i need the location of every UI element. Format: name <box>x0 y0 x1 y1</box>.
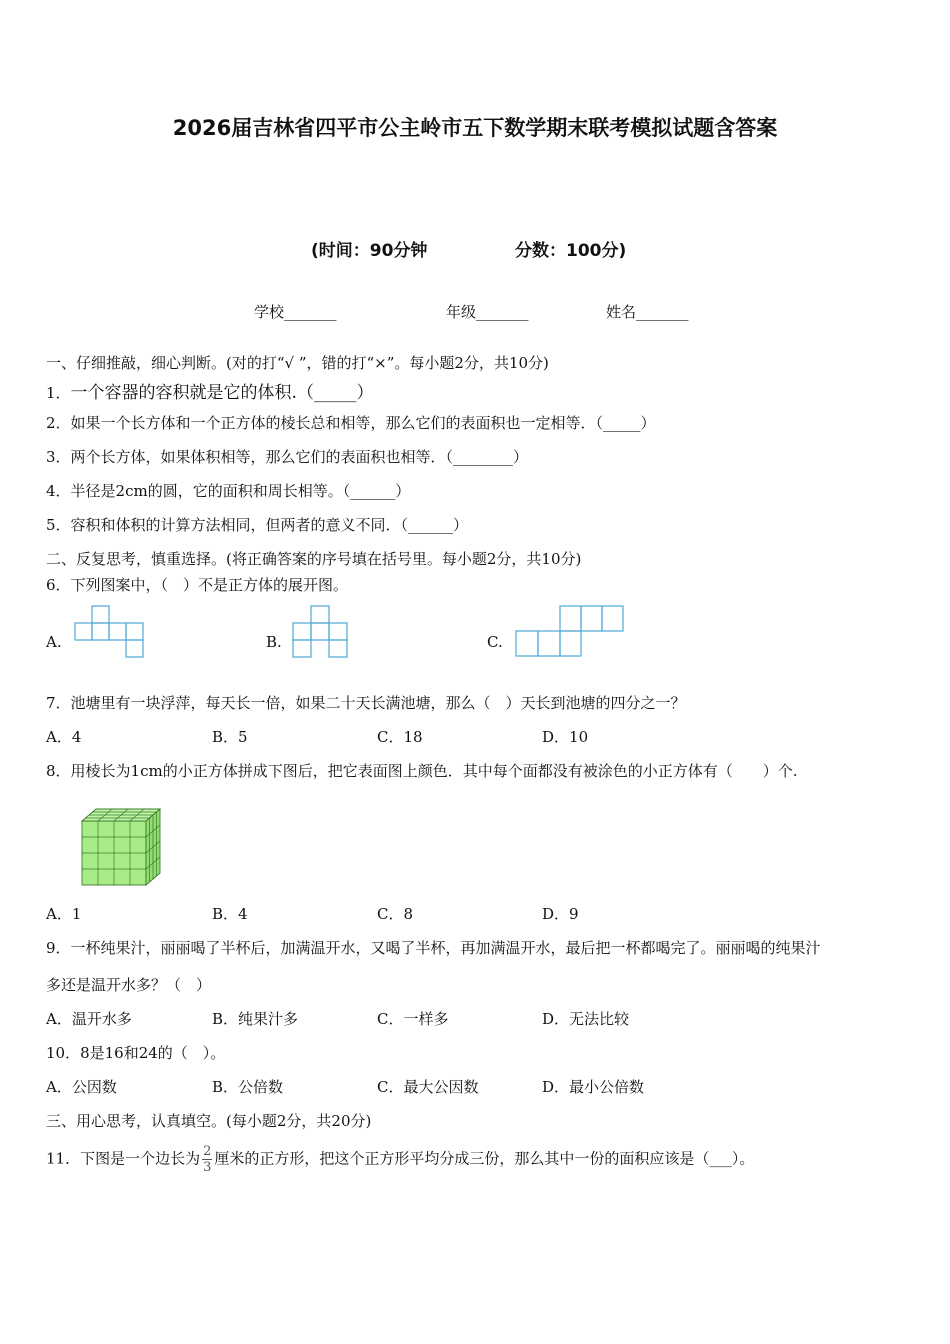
q11-fraction <box>202 1144 212 1175</box>
q8-number: 8． <box>46 762 71 780</box>
q9-option-d: D．无法比较 <box>542 1010 630 1028</box>
q8-option-a: A．1 <box>46 905 82 923</box>
q3 <box>46 446 528 467</box>
q3-number: 3． <box>46 448 71 466</box>
school-field: 学校_______ <box>254 303 337 321</box>
q6 <box>46 574 348 595</box>
q10-option-b: B．公倍数 <box>212 1078 284 1096</box>
grade-field: 年级_______ <box>446 303 529 321</box>
q6-number: 6． <box>46 576 71 594</box>
q8-option-d: D．9 <box>542 905 579 923</box>
q6-net-c <box>515 605 627 659</box>
q7 <box>46 692 686 713</box>
q7-option-a: A．4 <box>46 728 82 746</box>
q3-text: 两个长方体，如果体积相等，那么它们的表面积也相等．（________） <box>70 448 529 466</box>
q2-number: 2． <box>46 414 71 432</box>
q8-cube-figure <box>80 807 166 889</box>
q6-net-a <box>75 605 147 659</box>
q5-number: 5． <box>46 516 71 534</box>
q6-net-b <box>293 605 349 659</box>
q5 <box>46 514 468 535</box>
q10-option-a: A．公因数 <box>46 1078 117 1096</box>
q10 <box>46 1042 225 1063</box>
q9 <box>46 937 821 958</box>
q11-fraction-numerator: 2 <box>203 1144 212 1159</box>
q1-text: 一个容器的容积就是它的体积.（_____） <box>70 383 374 403</box>
section2-heading: 二、反复思考，慎重选择。(将正确答案的序号填在括号里。每小题2分，共10分) <box>46 550 582 568</box>
q9-text-line1: 一杯纯果汁，丽丽喝了半杯后，加满温开水，又喝了半杯，再加满温开水，最后把一杯都喝完了。丽丽喝的纯果汁 <box>70 939 821 957</box>
q4-text: 半径是2cm的圆，它的面积和周长相等。（______） <box>70 482 411 500</box>
q10-number: 10． <box>46 1044 81 1062</box>
q7-number: 7． <box>46 694 71 712</box>
q11 <box>46 1144 754 1175</box>
q6-option-a-label: A. <box>46 633 62 651</box>
q9-number: 9． <box>46 939 71 957</box>
exam-time: (时间：90分钟 <box>311 241 428 261</box>
q11-fraction-denominator: 3 <box>203 1160 212 1175</box>
q5-text: 容积和体积的计算方法相同，但两者的意义不同．（______） <box>70 516 469 534</box>
q7-text: 池塘里有一块浮萍，每天长一倍，如果二十天长满池塘，那么（ ）天长到池塘的四分之一？ <box>70 694 686 712</box>
q8-option-c: C．8 <box>377 905 414 923</box>
q9-option-c: C．一样多 <box>377 1010 449 1028</box>
q8 <box>46 760 798 781</box>
q7-option-b: B．5 <box>212 728 248 746</box>
q7-option-c: C．18 <box>377 728 423 746</box>
q6-text: 下列图案中，（ ）不是正方体的展开图。 <box>70 576 349 594</box>
q6-option-c-label: C. <box>487 633 503 651</box>
q1-number: 1． <box>46 384 71 402</box>
q11-number: 11． <box>46 1149 81 1168</box>
q7-option-d: D．10 <box>542 728 589 746</box>
section1-heading: 一、仔细推敲，细心判断。(对的打“√ ”，错的打“×”。每小题2分，共10分) <box>46 354 549 372</box>
section3-heading: 三、用心思考，认真填空。(每小题2分，共20分) <box>46 1112 372 1130</box>
q11-text-after: 厘米的正方形，把这个正方形平均分成三份，那么其中一份的面积应该是（___）。 <box>214 1149 755 1168</box>
q4 <box>46 480 410 501</box>
q8-text: 用棱长为1cm的小正方体拼成下图后，把它表面图上颜色．其中每个面都没有被涂色的小正方体有（ ）个. <box>70 762 798 780</box>
q1 <box>46 378 373 403</box>
q2 <box>46 412 656 433</box>
q9-option-b: B．纯果汁多 <box>212 1010 299 1028</box>
q8-option-b: B．4 <box>212 905 248 923</box>
q2-text: 如果一个长方体和一个正方体的棱长总和相等，那么它们的表面积也一定相等．（_____） <box>70 414 656 432</box>
q6-option-b-label: B. <box>266 633 282 651</box>
q11-text-before: 下图是一个边长为 <box>80 1149 201 1168</box>
q9-option-a: A．温开水多 <box>46 1010 132 1028</box>
q10-text: 8是16和24的（ ）。 <box>80 1044 226 1062</box>
q10-option-c: C．最大公因数 <box>377 1078 479 1096</box>
exam-score: 分数：100分) <box>515 241 627 261</box>
q9-text-line2: 多还是温开水多？（ ） <box>46 976 212 994</box>
q10-option-d: D．最小公倍数 <box>542 1078 645 1096</box>
page-title: 2026届吉林省四平市公主岭市五下数学期末联考模拟试题含答案 <box>172 116 778 140</box>
name-field: 姓名_______ <box>606 303 689 321</box>
q4-number: 4． <box>46 482 71 500</box>
